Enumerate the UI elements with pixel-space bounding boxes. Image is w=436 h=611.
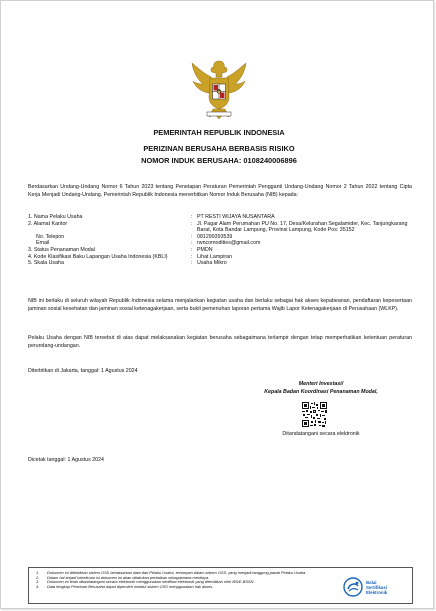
electronic-signature-note: Ditandatangani secara elektronik	[282, 431, 360, 437]
field-colon: :	[191, 253, 193, 260]
field-value: rwncomodities@gmail.com	[197, 240, 261, 247]
field-colon: :	[191, 246, 193, 253]
obligation-paragraph: Pelaku Usaha dengan NIB tersebut di atas dapat melaksanakan kegiatan berusaha sebagaimana terlampir dengan tetap memperhatikan ketentuan peraturan perundang-undangan.	[28, 335, 412, 349]
field-label: 5. Skala Usaha	[28, 260, 64, 267]
field-label: 3. Status Penanaman Modal	[28, 246, 95, 253]
field-colon: :	[191, 233, 193, 240]
field-row-email	[28, 240, 418, 247]
bsre-badge	[343, 574, 411, 600]
field-colon: :	[191, 214, 193, 220]
field-value: Usaha Mikro	[197, 260, 227, 267]
footer-notes-list	[33, 571, 348, 590]
field-value: PMDN	[197, 246, 213, 253]
field-value: Lihat Lampiran	[197, 253, 233, 260]
bsre-logo-icon	[343, 577, 363, 597]
footer-note: 3. Dokumen ini telah ditandatangani secara elektronik menggunakan sertifikat elektronik yang diterbitkan oleh BSrE-BSSN.	[36, 579, 255, 585]
field-colon: :	[191, 240, 193, 247]
field-label: No. Telepon	[36, 233, 65, 240]
field-row-address	[28, 221, 418, 234]
signatory-line-1: Menteri Investasi/	[298, 381, 344, 387]
field-label: 2. Alamat Kantor	[28, 220, 68, 227]
business-details	[28, 214, 418, 267]
footer-note: 4. Data lengkap Perizinan Berusaha dapat diperoleh melalui sistem OSS menggunakan hak akses.	[36, 584, 214, 590]
printed-date: Dicetak tanggal: 1 Agustus 2024	[28, 457, 104, 463]
signatory-line-2: Kepala Badan Koordinasi Penanaman Modal,	[264, 388, 378, 395]
permit-title: PERIZINAN BERUSAHA BERBASIS RISIKO	[143, 144, 295, 153]
nib-number: NOMOR INDUK BERUSAHA: 0108240006896	[141, 156, 297, 165]
issued-date: Diterbitkan di Jakarta, tanggal: 1 Agustus 2024	[28, 368, 138, 374]
field-row-phone	[28, 234, 418, 241]
signatory-title	[231, 381, 411, 396]
field-row-name	[28, 214, 418, 221]
field-value: 081299393539	[197, 233, 233, 240]
government-heading: PEMERINTAH REPUBLIK INDONESIA	[153, 128, 285, 137]
footer-notes-box	[28, 567, 413, 604]
footer-note: 2. Dalam hal terjadi kekeliruan isi dokumen ini akan dilakukan perbaikan sebagaimana mestinya.	[36, 574, 210, 580]
field-colon: :	[191, 220, 193, 227]
footer-note: 1. Dokumen ini diterbitkan sistem OSS berdasarkan data dari Pelaku Usaha, tersimpan dalam sistem OSS, yang menjadi tanggung jawab Pelaku Usaha.	[36, 570, 307, 575]
garuda-emblem-icon	[189, 57, 249, 121]
intro-paragraph: Berdasarkan Undang-Undang Nomor 6 Tahun 2023 tentang Penetapan Peraturan Pemerintah Pengganti Undang-Undang Nomor 2 Tahun 2022 tentang Cipta Kerja Menjadi Undang-Undang, Pemerintah Republik Indonesia menerbitkan Nomor Induk Berusaha (NIB) kepada:	[28, 184, 412, 198]
field-colon: :	[191, 260, 193, 267]
field-label: 1. Nama Pelaku Usaha	[28, 214, 83, 220]
qr-code-icon	[302, 402, 327, 427]
field-row-investment-status	[28, 247, 418, 254]
field-row-kbli	[28, 254, 418, 261]
validity-paragraph: NIB ini berlaku di seluruh wilayah Republik Indonesia selama menjalankan kegiatan usaha dan berlaku sebagai hak akses kepabeanan, pendaftaran kepesertaan jaminan sosial kesehatan dan jaminan sosial ketenagakerjaan, serta bukti pemenuhan laporan pertama Wajib Lapor Ketenagakerjaan di Perusahaan (WLKP).	[28, 298, 412, 312]
field-value: PT RESTI WIJAYA NUSANTARA	[197, 214, 275, 220]
field-label: 4. Kode Klasifikasi Baku Lapangan Usaha Indonesia (KBLI)	[28, 253, 168, 260]
field-row-scale	[28, 260, 418, 267]
bsre-label: Balai Sertifikasi Elektronik	[366, 579, 388, 595]
field-label: Email	[36, 240, 50, 247]
field-value: Jl. Pagar Alam Perumahan PU No. 17, Desa/Kelurahan Segalamider, Kec. Tanjungkarang Barat, Kota Bandar Lampung, Provinsi Lampung, Kode Pos: 35152	[197, 220, 408, 234]
